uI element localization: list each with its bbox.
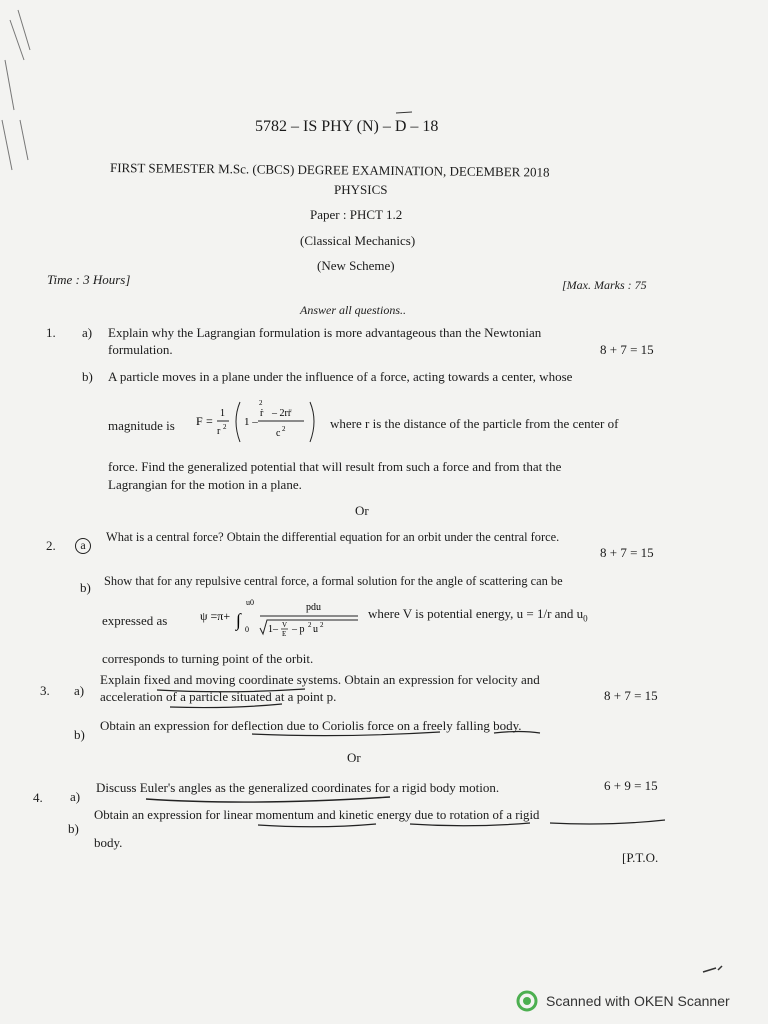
instruction: Answer all questions.. [300,303,407,317]
svg-text:1: 1 [220,408,225,419]
svg-text:ṙ: ṙ [260,408,264,419]
q4a-text: Discuss Euler's angles as the generalized coordinates for a rigid body motion. [96,780,500,795]
svg-text:pdu: pdu [306,602,321,613]
q4-marks: 6 + 9 = 15 [604,778,658,793]
svg-text:2: 2 [320,621,324,629]
q1a-text-line2: formulation. [108,342,173,357]
q1b-text-line1: A particle moves in a plane under the influence of a force, acting towards a center, whose [108,369,573,384]
svg-text:– 2rr̈: – 2rr̈ [272,408,292,419]
svg-text:c: c [276,428,281,439]
q2-number: 2. [46,538,56,553]
q2b-after-text: where V is potential energy, u = 1/r and u [368,606,584,621]
pto-label: [P.T.O. [622,850,659,865]
svg-text:2: 2 [282,425,286,433]
q3a-text-line2: acceleration of a particle situated at a point p. [100,689,337,704]
svg-text:r: r [217,426,221,437]
q1b-label: b) [82,369,93,384]
q1-number: 1. [46,325,56,340]
q1a-text-line1: Explain why the Lagrangian formulation is more advantageous than the Newtonian [108,325,542,340]
time-label: Time : 3 Hours] [47,272,131,287]
svg-text:2: 2 [259,399,263,407]
q2b-text-line3: corresponds to turning point of the orbit. [102,651,314,666]
q4-number: 4. [33,790,43,805]
svg-text:0: 0 [245,625,249,634]
max-marks-label: [Max. Marks : 75 [562,278,647,292]
q4b-text-line2: body. [94,835,123,850]
svg-text:u0: u0 [246,598,254,607]
q2-marks: 8 + 7 = 15 [600,545,654,560]
scanner-watermark [516,990,730,1012]
q3-number: 3. [40,683,50,698]
svg-text:2: 2 [308,621,312,629]
q1b-after-formula: where r is the distance of the particle from the center of [330,416,619,431]
q2b-text-line1: Show that for any repulsive central force, a formal solution for the angle of scattering can be [104,574,563,588]
or-divider-2: Or [347,750,361,765]
q1-marks: 8 + 7 = 15 [600,342,654,357]
svg-text:V: V [282,621,288,629]
q2a-text: What is a central force? Obtain the differential equation for an orbit under the central force. [106,530,560,544]
svg-text:=: = [206,414,213,428]
q1a-label: a) [82,325,93,340]
scanner-text: Scanned with OKEN Scanner [546,993,730,1009]
scanner-logo-icon [516,990,538,1012]
q3a-text-line1: Explain fixed and moving coordinate systems. Obtain an expression for velocity and [100,672,540,687]
svg-text:F: F [196,414,203,428]
or-divider-1: Or [355,503,369,518]
q3b-text: Obtain an expression for deflection due to Coriolis force on a freely falling body. [100,718,522,733]
paper-number: Paper : PHCT 1.2 [310,207,403,222]
exam-title: FIRST SEMESTER M.Sc. (CBCS) DEGREE EXAMINATION, DECEMBER 2018 [109,160,550,180]
svg-text:– p: – p [292,624,305,635]
svg-text:ψ =π+: ψ =π+ [200,609,231,623]
q1b-text-line4: Lagrangian for the motion in a plane. [108,477,302,492]
svg-text:∫: ∫ [236,610,241,630]
scheme-title: (New Scheme) [317,258,395,273]
q3-marks: 8 + 7 = 15 [604,688,658,703]
svg-text:1 –: 1 – [244,416,258,428]
q2b-expressed-label: expressed as [102,613,168,628]
q2b-label: b) [80,580,91,595]
q1b-text-line3: force. Find the generalized potential that will result from such a force and from that the [108,459,562,474]
paper-code: 5782 – IS PHY (N) – D – 18 [255,118,439,135]
svg-text:1–: 1– [268,624,278,635]
q1b-magnitude-label: magnitude is [108,418,175,433]
q3b-label: b) [74,727,85,742]
q3a-label: a) [74,683,85,698]
q2b-after-subscript: 0 [583,613,588,624]
q2a-label: a [75,538,91,554]
svg-text:E: E [282,630,287,638]
svg-text:u: u [313,624,318,635]
svg-text:2: 2 [223,423,227,431]
q4b-text-line1: Obtain an expression for linear momentum and kinetic energy due to rotation of a rigid [94,808,540,822]
subject-title: PHYSICS [334,182,388,197]
q4b-label: b) [68,821,79,836]
course-title: (Classical Mechanics) [300,233,416,248]
q4a-label: a) [70,789,81,804]
